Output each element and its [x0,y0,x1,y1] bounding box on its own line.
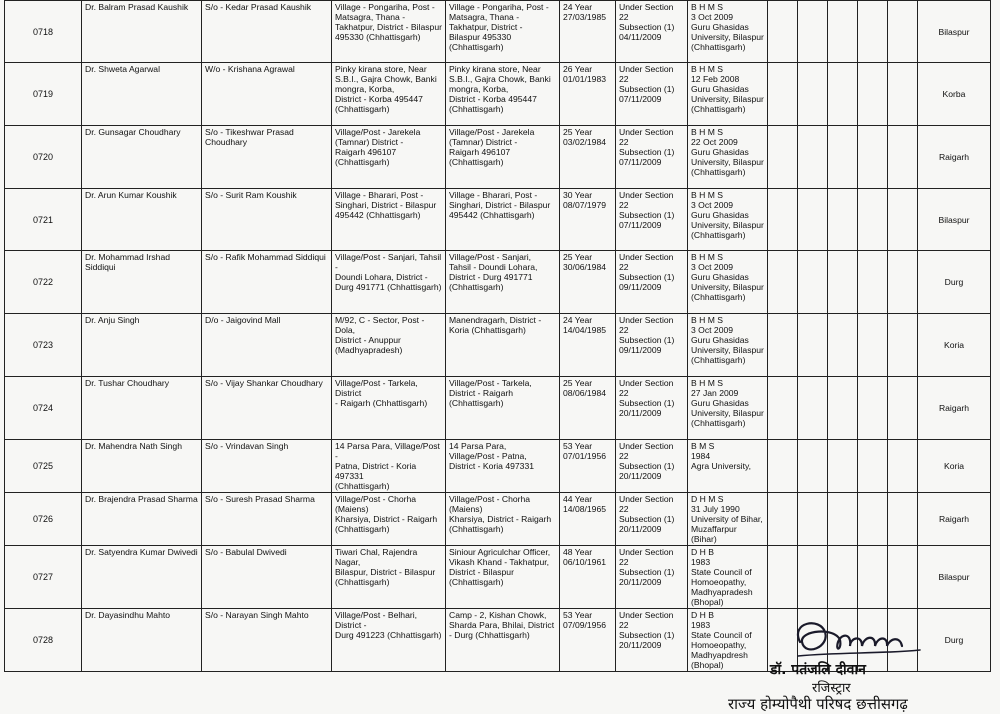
empty-cell [858,546,888,609]
signatory-name: डॉ. पतंजलि दीवान [770,662,866,678]
cell-serial: 0723 [5,314,82,377]
cell-permanent-address: Village/Post - Chorha (Maiens) Kharsiya, District - Raigarh (Chhattisgarh) [332,493,446,546]
cell-serial: 0727 [5,546,82,609]
cell-age-dob: 26 Year 01/01/1983 [560,63,616,126]
cell-correspondence-address: Village/Post - Chorha (Maiens) Kharsiya, District - Raigarh (Chhattisgarh) [446,493,560,546]
cell-relation: S/o - Kedar Prasad Kaushik [202,1,332,63]
empty-cell [828,314,858,377]
cell-age-dob: 53 Year 07/01/1956 [560,440,616,493]
cell-relation: W/o - Krishana Agrawal [202,63,332,126]
empty-cell [888,314,918,377]
cell-permanent-address: M/92, C - Sector, Post - Dola, District - Anuppur (Madhyapradesh) [332,314,446,377]
table-row [5,251,991,314]
cell-permanent-address: Village/Post - Sanjari, Tahsil - Doundi Lohara, District - Durg 491771 (Chhattisgarh) [332,251,446,314]
cell-age-dob: 25 Year 08/06/1984 [560,377,616,440]
cell-qualification: D H B 1983 State Council of Homoeopathy, Madhyapdresh (Bhopal) [688,609,768,672]
empty-cell [798,189,828,251]
cell-serial: 0724 [5,377,82,440]
cell-serial: 0722 [5,251,82,314]
cell-district: Bilaspur [918,546,991,609]
cell-relation: S/o - Narayan Singh Mahto [202,609,332,672]
empty-cell [828,493,858,546]
cell-registration: Under Section 22 Subsection (1) 09/11/2009 [616,314,688,377]
empty-cell [798,251,828,314]
signatory-council: राज्य होम्योपैथी परिषद छत्तीसगढ़ [728,695,908,713]
empty-cell [888,251,918,314]
cell-district: Durg [918,609,991,672]
empty-cell [798,63,828,126]
table-row [5,126,991,189]
cell-relation: S/o - Vijay Shankar Choudhary [202,377,332,440]
cell-correspondence-address: Village/Post - Sanjari, Tahsil - Doundi Lohara, District - Durg 491771 (Chhattisgarh) [446,251,560,314]
cell-qualification: B H M S 22 Oct 2009 Guru Ghasidas University, Bilaspur (Chhattisgarh) [688,126,768,189]
cell-correspondence-address: Camp - 2, Kishan Chowk, Sharda Para, Bhilai, District - Durg (Chhattisgarh) [446,609,560,672]
table-row [5,546,991,609]
empty-cell [768,126,798,189]
cell-serial: 0725 [5,440,82,493]
cell-district: Raigarh [918,493,991,546]
empty-cell [858,493,888,546]
empty-cell [768,251,798,314]
cell-relation: S/o - Suresh Prasad Sharma [202,493,332,546]
cell-qualification: B H M S 3 Oct 2009 Guru Ghasidas University, Bilaspur (Chhattisgarh) [688,189,768,251]
cell-name: Dr. Dayasindhu Mahto [82,609,202,672]
cell-permanent-address: Village - Pongariha, Post - Matsagra, Thana - Takhatpur, District - Bilaspur 495330 (Chhattisgarh) [332,1,446,63]
cell-age-dob: 48 Year 06/10/1961 [560,546,616,609]
cell-name: Dr. Gunsagar Choudhary [82,126,202,189]
cell-correspondence-address: Siniour Agriculchar Officer, Vikash Khand - Takhatpur, District - Bilaspur (Chhattisgarh) [446,546,560,609]
table-row [5,189,991,251]
empty-cell [798,440,828,493]
cell-name: Dr. Satyendra Kumar Dwivedi [82,546,202,609]
cell-age-dob: 24 Year 14/04/1985 [560,314,616,377]
table-row [5,1,991,63]
cell-registration: Under Section 22 Subsection (1) 07/11/2009 [616,126,688,189]
cell-name: Dr. Tushar Choudhary [82,377,202,440]
empty-cell [828,63,858,126]
cell-district: Koria [918,314,991,377]
cell-name: Dr. Mahendra Nath Singh [82,440,202,493]
cell-registration: Under Section 22 Subsection (1) 20/11/2009 [616,609,688,672]
cell-age-dob: 53 Year 07/09/1956 [560,609,616,672]
empty-cell [768,189,798,251]
cell-district: Bilaspur [918,189,991,251]
cell-correspondence-address: Village/Post - Tarkela, District - Raigarh (Chhattisgarh) [446,377,560,440]
cell-name: Dr. Anju Singh [82,314,202,377]
cell-permanent-address: Pinky kirana store, Near S.B.I., Gajra Chowk, Banki mongra, Korba, District - Korba 495447 (Chhattisgarh) [332,63,446,126]
empty-cell [888,493,918,546]
cell-district: Bilaspur [918,1,991,63]
cell-serial: 0721 [5,189,82,251]
empty-cell [888,1,918,63]
cell-serial: 0718 [5,1,82,63]
cell-district: Koria [918,440,991,493]
empty-cell [768,546,798,609]
empty-cell [768,63,798,126]
empty-cell [798,314,828,377]
empty-cell [888,63,918,126]
empty-cell [858,440,888,493]
cell-permanent-address: Village/Post - Tarkela, District - Raigarh (Chhattisgarh) [332,377,446,440]
cell-correspondence-address: Pinky kirana store, Near S.B.I., Gajra Chowk, Banki mongra, Korba, District - Korba 495447 (Chhattisgarh) [446,63,560,126]
empty-cell [828,440,858,493]
cell-correspondence-address: 14 Parsa Para, Village/Post - Patna, District - Koria 497331 [446,440,560,493]
empty-cell [828,189,858,251]
empty-cell [768,493,798,546]
cell-qualification: B H M S 27 Jan 2009 Guru Ghasidas University, Bilaspur (Chhattisgarh) [688,377,768,440]
cell-age-dob: 44 Year 14/08/1965 [560,493,616,546]
table-row [5,440,991,493]
table-row [5,63,991,126]
table-row [5,314,991,377]
cell-registration: Under Section 22 Subsection (1) 07/11/2009 [616,63,688,126]
cell-district: Korba [918,63,991,126]
empty-cell [798,126,828,189]
cell-name: Dr. Balram Prasad Kaushik [82,1,202,63]
cell-relation: D/o - Jaigovind Mall [202,314,332,377]
cell-name: Dr. Arun Kumar Koushik [82,189,202,251]
cell-relation: S/o - Vrindavan Singh [202,440,332,493]
cell-district: Durg [918,251,991,314]
cell-correspondence-address: Village/Post - Jarekela (Tamnar) District - Raigarh 496107 (Chhattisgarh) [446,126,560,189]
cell-permanent-address: Tiwari Chal, Rajendra Nagar, Bilaspur, District - Bilaspur (Chhattisgarh) [332,546,446,609]
cell-name: Dr. Brajendra Prasad Sharma [82,493,202,546]
empty-cell [828,251,858,314]
empty-cell [768,377,798,440]
cell-name: Dr. Shweta Agarwal [82,63,202,126]
cell-relation: S/o - Rafik Mohammad Siddiqui [202,251,332,314]
cell-permanent-address: Village/Post - Jarekela (Tamnar) District - Raigarh 496107 (Chhattisgarh) [332,126,446,189]
empty-cell [858,63,888,126]
signatory-title: रजिस्ट्रार [812,681,851,696]
empty-cell [828,1,858,63]
cell-serial: 0726 [5,493,82,546]
cell-correspondence-address: Village - Bharari, Post - Singhari, District - Bilaspur 495442 (Chhattisgarh) [446,189,560,251]
cell-registration: Under Section 22 Subsection (1) 20/11/2009 [616,440,688,493]
empty-cell [798,377,828,440]
empty-cell [798,493,828,546]
cell-age-dob: 24 Year 27/03/1985 [560,1,616,63]
empty-cell [798,546,828,609]
empty-cell [888,440,918,493]
cell-correspondence-address: Manendragarh, District - Koria (Chhattisgarh) [446,314,560,377]
empty-cell [888,189,918,251]
empty-cell [828,546,858,609]
cell-qualification: B H M S 3 Oct 2009 Guru Ghasidas University, Bilaspur (Chhattisgarh) [688,314,768,377]
cell-permanent-address: Village - Bharari, Post - Singhari, District - Bilaspur 495442 (Chhattisgarh) [332,189,446,251]
empty-cell [768,314,798,377]
empty-cell [888,546,918,609]
cell-qualification: B H M S 12 Feb 2008 Guru Ghasidas University, Bilaspur (Chhattisgarh) [688,63,768,126]
cell-registration: Under Section 22 Subsection (1) 20/11/2009 [616,546,688,609]
cell-relation: S/o - Babulal Dwivedi [202,546,332,609]
cell-relation: S/o - Surit Ram Koushik [202,189,332,251]
cell-registration: Under Section 22 Subsection (1) 09/11/2009 [616,251,688,314]
empty-cell [828,377,858,440]
cell-permanent-address: Village/Post - Belhari, District - Durg 491223 (Chhattisgarh) [332,609,446,672]
register-table [4,0,991,672]
cell-age-dob: 25 Year 03/02/1984 [560,126,616,189]
cell-district: Raigarh [918,126,991,189]
cell-qualification: D H M S 31 July 1990 University of Bihar, Muzaffarpur (Bihar) [688,493,768,546]
cell-district: Raigarh [918,377,991,440]
empty-cell [768,1,798,63]
cell-registration: Under Section 22 Subsection (1) 07/11/2009 [616,189,688,251]
empty-cell [858,126,888,189]
cell-registration: Under Section 22 Subsection (1) 20/11/2009 [616,493,688,546]
empty-cell [828,126,858,189]
cell-relation: S/o - Tikeshwar Prasad Choudhary [202,126,332,189]
empty-cell [858,189,888,251]
empty-cell [858,314,888,377]
table-row [5,377,991,440]
cell-age-dob: 25 Year 30/06/1984 [560,251,616,314]
cell-correspondence-address: Village - Pongariha, Post - Matsagra, Thana - Takhatpur, District - Bilaspur 495330 (Chhattisgarh) [446,1,560,63]
cell-qualification: D H B 1983 State Council of Homoeopathy, Madhyapradesh (Bhopal) [688,546,768,609]
empty-cell [888,126,918,189]
cell-qualification: B H M S 3 Oct 2009 Guru Ghasidas University, Bilaspur (Chhattisgarh) [688,1,768,63]
cell-registration: Under Section 22 Subsection (1) 20/11/2009 [616,377,688,440]
cell-registration: Under Section 22 Subsection (1) 04/11/2009 [616,1,688,63]
empty-cell [858,251,888,314]
empty-cell [768,440,798,493]
empty-cell [798,1,828,63]
cell-permanent-address: 14 Parsa Para, Village/Post - Patna, District - Koria 497331 (Chhattisgarh) [332,440,446,493]
cell-qualification: B M S 1984 Agra University, [688,440,768,493]
cell-name: Dr. Mohammad Irshad Siddiqui [82,251,202,314]
empty-cell [888,377,918,440]
table-row [5,493,991,546]
cell-serial: 0720 [5,126,82,189]
empty-cell [858,377,888,440]
cell-age-dob: 30 Year 08/07/1979 [560,189,616,251]
cell-qualification: B H M S 3 Oct 2009 Guru Ghasidas University, Bilaspur (Chhattisgarh) [688,251,768,314]
empty-cell [858,1,888,63]
cell-serial: 0719 [5,63,82,126]
cell-serial: 0728 [5,609,82,672]
